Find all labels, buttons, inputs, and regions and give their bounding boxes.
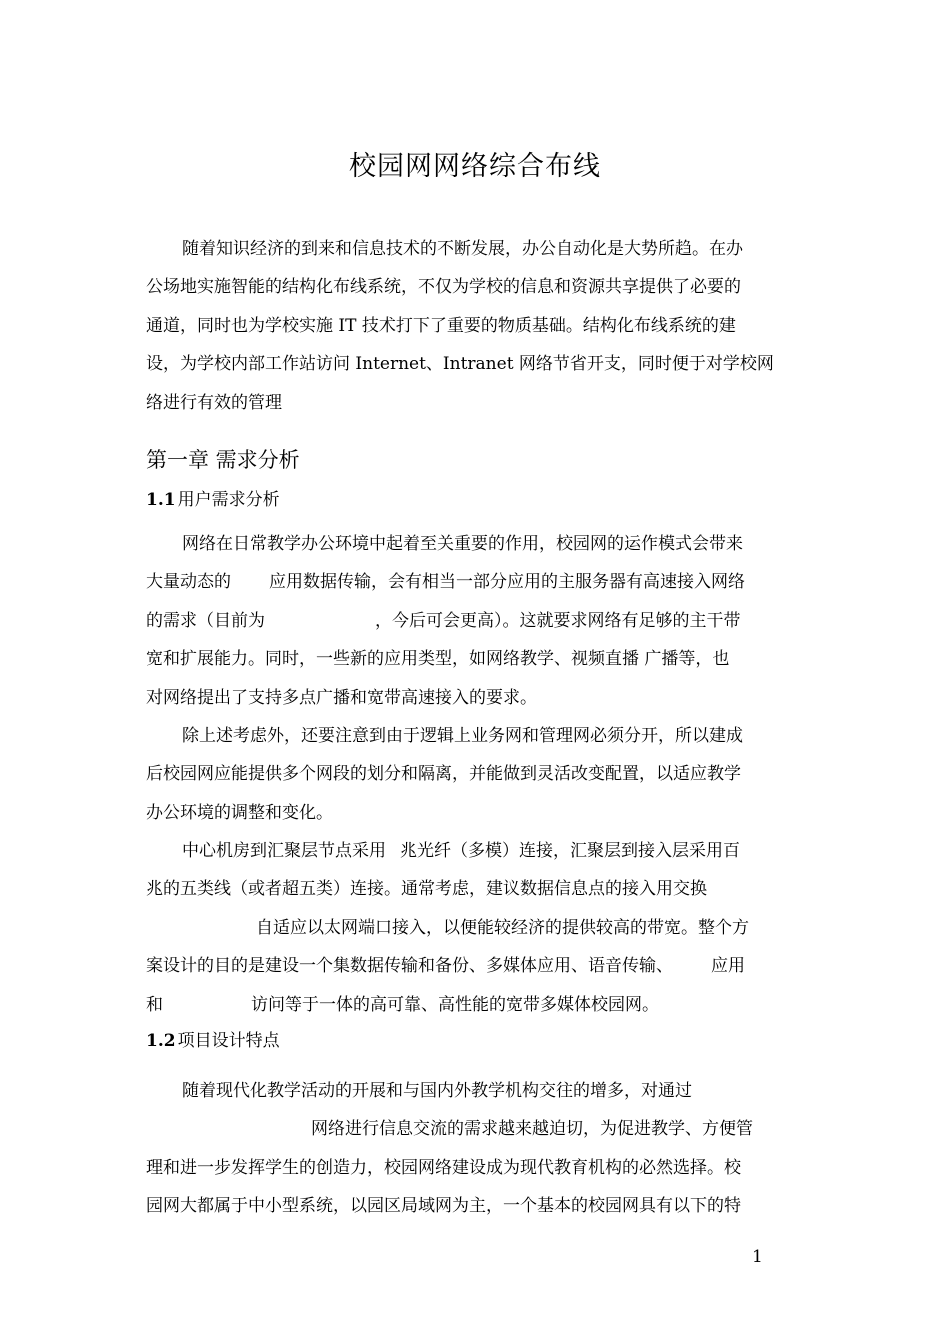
intro-paragraph — [146, 230, 808, 422]
intro-line-5: 络进行有效的管理 — [146, 392, 282, 413]
paragraph-line: 办公环境的调整和变化。 — [146, 802, 333, 823]
text-fragment: 自适应以太网端口接入，以便能较经济的提供较高的带宽。整个方 — [256, 917, 749, 938]
text-fragment: 案设计的目的是建设一个集数据传输和备份、多媒体应用、语音传输、 — [146, 956, 673, 977]
chapter-heading: 第一章 需求分析 — [146, 448, 300, 472]
intro-line-4: 设，为学校内部工作站访问 Internet、Intranet 网络节省开支，同时便于对学校网 — [146, 354, 774, 375]
text-fragment: 大量动态的 — [146, 572, 231, 593]
text-fragment: 和 — [146, 994, 163, 1015]
paragraph-line — [146, 947, 808, 985]
section-1-1-paragraph-2 — [146, 717, 808, 832]
intro-line-1: 随着知识经济的到来和信息技术的不断发展，办公自动化是大势所趋。在办 — [182, 239, 743, 259]
section-title: 项目设计特点 — [177, 1031, 280, 1051]
text-fragment: 兆光纤（多模）连接，汇聚层到接入层采用百 — [400, 841, 740, 861]
paragraph-line — [146, 986, 808, 1024]
text-fragment: 应用数据传输，会有相当一部分应用的主服务器有高速接入网络 — [269, 572, 745, 593]
text-fragment: ，今后可会更高）。这就要求网络有足够的主干带 — [375, 610, 741, 631]
paragraph-line — [146, 602, 808, 640]
section-1-1-heading — [146, 486, 280, 514]
text-fragment: 应用 — [711, 956, 745, 977]
paragraph-line: 宽和扩展能力。同时，一些新的应用类型，如网络教学、视频直播 广播等，也 — [146, 649, 730, 670]
text-fragment: 的需求（目前为 — [146, 610, 265, 631]
paragraph-line: 理和进一步发挥学生的创造力，校园网络建设成为现代教育机构的必然选择。校 — [146, 1157, 741, 1178]
paragraph-line: 随着现代化教学活动的开展和与国内外教学机构交往的增多，对通过 — [182, 1081, 692, 1101]
section-1-2-paragraph-1 — [146, 1072, 808, 1226]
paragraph-line — [146, 1110, 808, 1148]
paragraph-line: 兆的五类线（或者超五类）连接。通常考虑，建议数据信息点的接入用交换 — [146, 879, 707, 900]
text-fragment: 中心机房到汇聚层节点采用 — [182, 841, 386, 861]
paragraph-line: 后校园网应能提供多个网段的划分和隔离，并能做到灵活改变配置，以适应教学 — [146, 764, 741, 785]
section-1-2-heading — [146, 1027, 280, 1055]
page-number: 1 — [752, 1247, 763, 1267]
paragraph-line: 网络在日常教学办公环境中起着至关重要的作用，校园网的运作模式会带来 — [182, 534, 743, 554]
section-1-1-paragraph-1 — [146, 525, 808, 717]
text-fragment: 网络进行信息交流的需求越来越迫切，为促进教学、方便管 — [311, 1119, 753, 1140]
section-1-1-paragraph-3 — [146, 832, 808, 1024]
section-number: 1.1 — [146, 490, 176, 510]
text-fragment: 访问等于一体的高可靠、高性能的宽带多媒体校园网。 — [251, 994, 659, 1015]
document-title: 校园网网络综合布线 — [349, 151, 601, 182]
intro-line-3: 通道，同时也为学校实施 IT 技术打下了重要的物质基础。结构化布线系统的建 — [146, 315, 736, 336]
intro-line-2: 公场地实施智能的结构化布线系统，不仅为学校的信息和资源共享提供了必要的 — [146, 277, 741, 298]
paragraph-line: 园网大都属于中小型系统，以园区局域网为主，一个基本的校园网具有以下的特 — [146, 1196, 741, 1217]
section-title: 用户需求分析 — [177, 490, 280, 510]
paragraph-line: 除上述考虑外，还要注意到由于逻辑上业务网和管理网必须分开，所以建成 — [182, 726, 743, 746]
paragraph-line — [146, 832, 808, 870]
section-number: 1.2 — [146, 1031, 176, 1051]
paragraph-line — [146, 909, 808, 947]
paragraph-line: 对网络提出了支持多点广播和宽带高速接入的要求。 — [146, 687, 537, 708]
paragraph-line — [146, 563, 808, 601]
